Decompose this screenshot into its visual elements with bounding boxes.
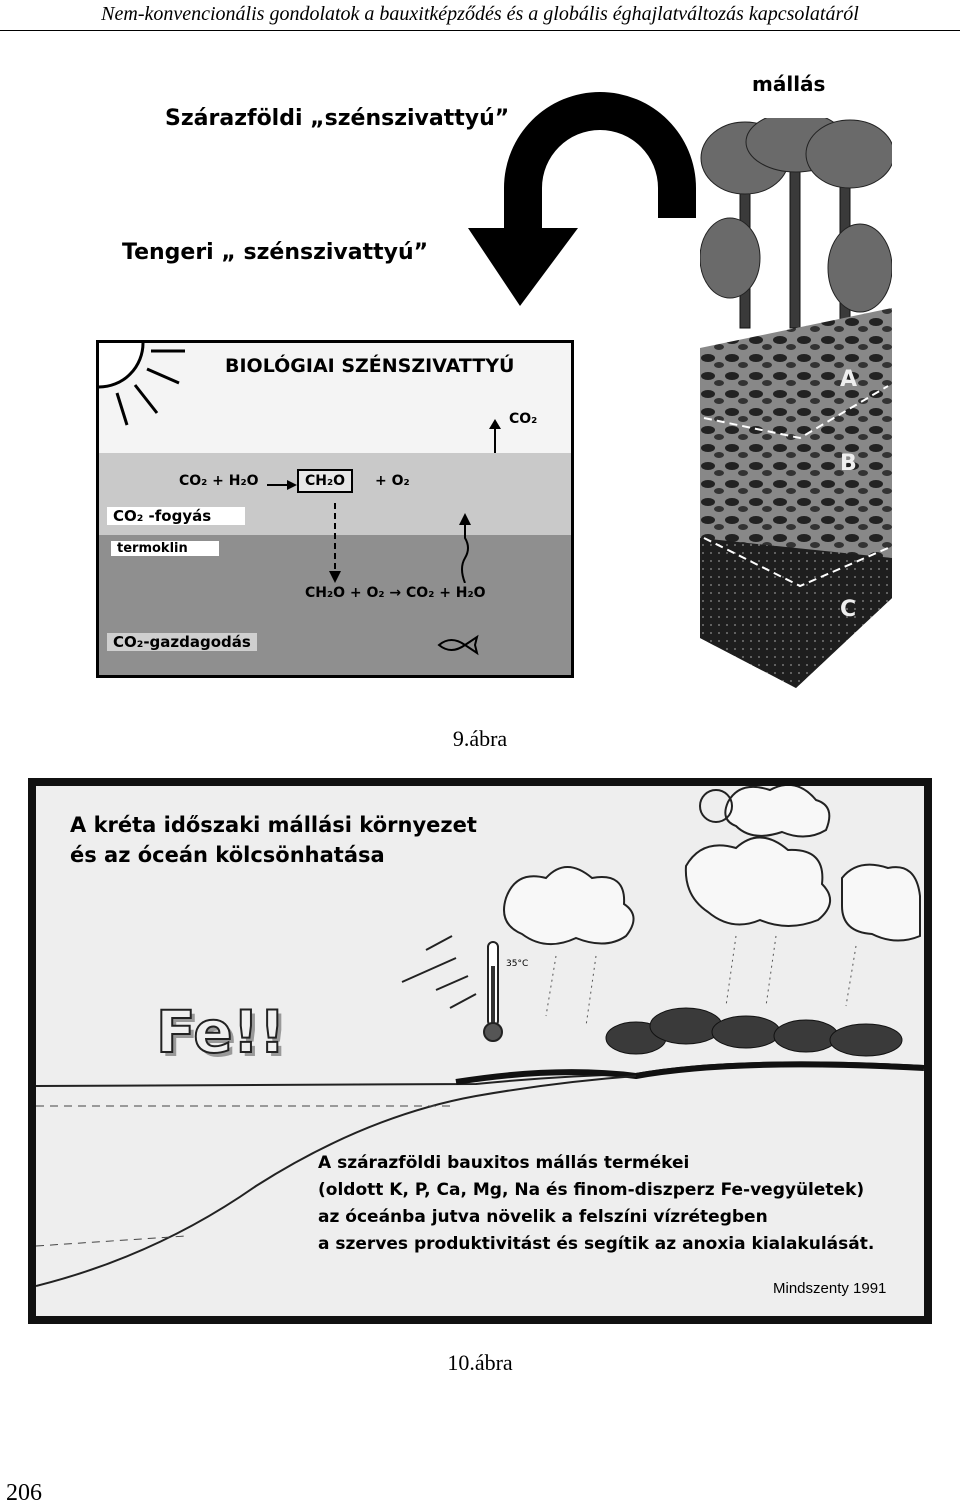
co2-enrichment-label: CO₂-gazdagodás bbox=[107, 633, 257, 651]
sinking-arrow-icon bbox=[325, 503, 345, 583]
fish-icon bbox=[435, 633, 481, 657]
sun-icon bbox=[99, 343, 199, 443]
reaction1-box: CH₂O bbox=[297, 469, 353, 493]
thermocline-label: termoklin bbox=[111, 541, 219, 556]
soil-profile-illustration bbox=[700, 118, 892, 688]
figure10-caption: 10.ábra bbox=[447, 1350, 513, 1375]
co2-top-label: CO₂ bbox=[509, 411, 538, 427]
horizon-a-label: A bbox=[840, 367, 858, 392]
figure10-title-line2: és az óceán kölcsönhatása bbox=[70, 843, 385, 867]
figure9-caption: 9.ábra bbox=[452, 726, 508, 751]
figure10-credit: Mindszenty 1991 bbox=[773, 1280, 887, 1297]
thermometer-label: 35°C bbox=[506, 959, 529, 969]
description-line: A szárazföldi bauxitos mállás termékei bbox=[318, 1153, 690, 1173]
figure10-title-line1: A kréta időszaki mállási környezet bbox=[70, 813, 477, 837]
land-carbon-pump-label: Szárazföldi „szénszivattyú” bbox=[165, 106, 510, 131]
sea-carbon-pump-label: Tengeri „ szénszivattyú” bbox=[122, 240, 429, 265]
weathering-label: mállás bbox=[752, 72, 826, 96]
cretaceous-weathering-ocean-diagram bbox=[28, 778, 932, 1324]
thermometer-icon bbox=[484, 942, 502, 1041]
reaction2-label: CH₂O + O₂ → CO₂ + H₂O bbox=[305, 585, 486, 601]
reaction1-right: + O₂ bbox=[375, 473, 410, 489]
rising-arrow-icon bbox=[455, 513, 475, 583]
fe-label: Fe!! bbox=[156, 998, 286, 1066]
reaction1-left: CO₂ + H₂O bbox=[179, 473, 259, 489]
cycle-arrow-icon bbox=[460, 68, 710, 313]
horizon-c-label: C bbox=[840, 597, 857, 622]
bio-pump-title: BIOLÓGIAI SZÉNSZIVATTYÚ bbox=[225, 355, 515, 377]
figure10-description bbox=[318, 1150, 874, 1258]
biological-carbon-pump-diagram bbox=[96, 340, 574, 678]
description-line: a szerves produktivitást és segítik az anoxia kialakulását. bbox=[318, 1234, 875, 1254]
description-line: (oldott K, P, Ca, Mg, Na és finom-diszperz Fe-vegyületek) bbox=[318, 1180, 865, 1200]
running-header: Nem-konvencionális gondolatok a bauxitképződés és a globális éghajlatváltozás kapcsolatáról bbox=[0, 0, 960, 31]
arrow-right-icon bbox=[267, 479, 297, 491]
co2-depletion-label: CO₂ -fogyás bbox=[107, 507, 245, 525]
description-line: az óceánba jutva növelik a felszíni vízrétegben bbox=[318, 1207, 768, 1227]
horizon-b-label: B bbox=[840, 451, 857, 476]
page-number: 206 bbox=[6, 1480, 42, 1506]
